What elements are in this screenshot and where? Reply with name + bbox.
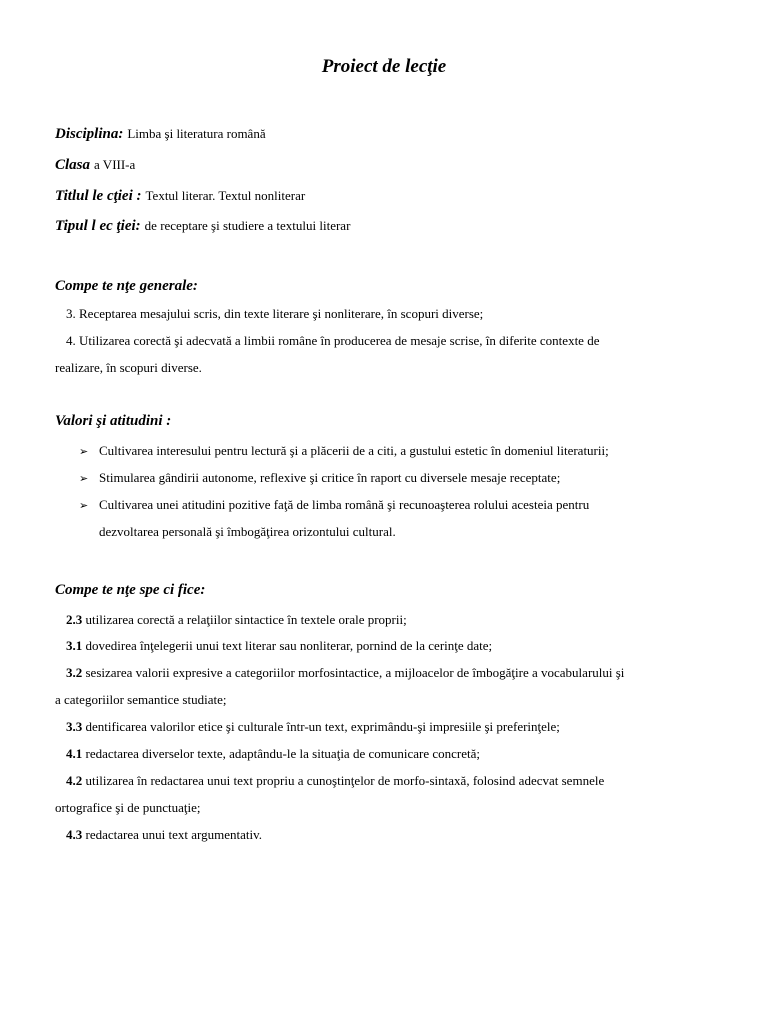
item-number: 2.3 [66,612,83,627]
competente-generale-heading: Compe te nţe generale: [55,278,198,294]
arrow-bullet-icon: ➢ [79,500,89,512]
valori-item: Stimularea gândirii autonome, reflexive şi critice în raport cu diversele mesaje receptate; [99,470,561,485]
item-text: utilizarea în redactarea unui text propriu a cunoştinţelor de morfo-sintaxă, folosind adecvat semnele [85,773,605,788]
item-text: dovedirea înţelegerii unui text literar sau nonliterar, pornind de la cerinţe date; [85,638,493,653]
item-text: redactarea unui text argumentativ. [85,827,263,842]
document-title: Proiect de lecţie [321,56,447,77]
clasa-row [55,157,135,174]
item-number: 3.1 [66,638,83,653]
competenta-specifica-item [66,638,492,654]
item-text: utilizarea corectă a relaţiilor sintactice în textele orale proprii; [85,612,407,627]
competenta-specifica-item [66,746,480,762]
arrow-bullet-icon: ➢ [79,473,89,485]
competenta-generala-item: 4. Utilizarea corectă şi adecvată a limbii române în producerea de mesaje scrise, în diferite contexte de [66,333,600,348]
valori-item: dezvoltarea personală şi îmbogăţirea orizontului cultural. [99,524,396,539]
titlul-label: Titlul le cţiei : [55,188,142,204]
item-text: dentificarea valorilor etice şi culturale într-un text, exprimându-şi impresiile şi preferinţele; [85,719,560,734]
valori-item: Cultivarea interesului pentru lectură şi a plăcerii de a citi, a gustului estetic în domeniul literaturii; [99,443,609,458]
competenta-specifica-item [55,692,226,708]
competenta-specifica-item [66,665,624,681]
titlul-value: Textul literar. Textul nonliterar [145,188,306,203]
competenta-generala-item: 3. Receptarea mesajului scris, din texte literare şi nonliterare, în scopuri diverse; [66,306,484,321]
competenta-specifica-item [55,800,200,816]
tipul-row [55,218,350,235]
item-number: 4.3 [66,827,83,842]
competenta-generala-item: realizare, în scopuri diverse. [55,360,202,375]
disciplina-value: Limba şi literatura română [127,126,266,141]
item-number: 4.2 [66,773,83,788]
item-number: 3.3 [66,719,83,734]
competente-specifice-heading: Compe te nţe spe ci fice: [55,582,206,598]
item-number: 3.2 [66,665,83,680]
competenta-specifica-item [66,719,560,735]
clasa-label: Clasa [55,157,91,173]
disciplina-label: Disciplina: [55,126,124,142]
item-text: ortografice şi de punctuaţie; [55,800,201,815]
item-text: sesizarea valorii expresive a categoriilor morfosintactice, a mijloacelor de îmbogăţire a vocabularului şi [85,665,625,680]
competenta-specifica-item [66,612,407,628]
valori-heading: Valori şi atitudini : [55,413,172,429]
item-number: 4.1 [66,746,83,761]
item-text: a categoriilor semantice studiate; [55,692,227,707]
tipul-value: de receptare şi studiere a textului literar [144,218,351,233]
arrow-bullet-icon: ➢ [79,446,89,458]
valori-item: Cultivarea unei atitudini pozitive faţă de limba română şi recunoaşterea rolului acesteia pentru [99,497,590,512]
disciplina-row [55,126,266,143]
item-text: redactarea diverselor texte, adaptându-le la situaţia de comunicare concretă; [85,746,480,761]
clasa-value: a VIII-a [94,157,136,172]
titlul-row [55,188,305,205]
competenta-specifica-item [66,827,262,843]
tipul-label: Tipul l ec ţiei: [55,218,141,234]
competenta-specifica-item [66,773,604,789]
